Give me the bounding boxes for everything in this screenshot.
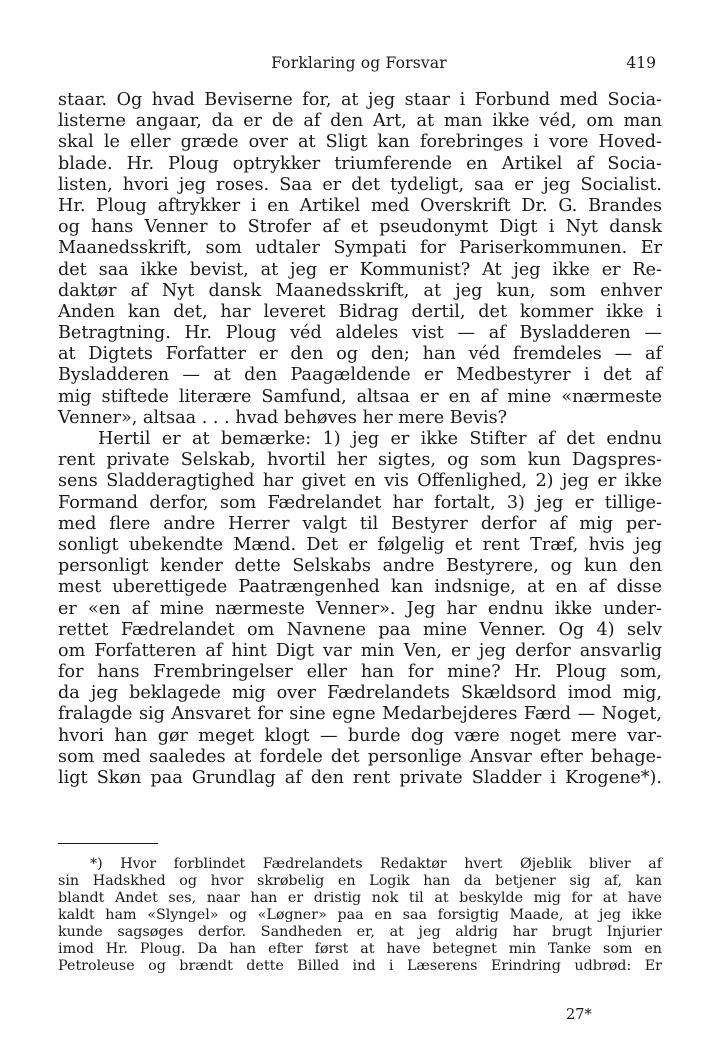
text-line: at Digtets Forfatter er den og den; han véd fremdeles — af (58, 344, 662, 365)
text-line: som med saaledes at fordele det personlige Ansvar efter behage- (58, 746, 662, 767)
text-line: daktør af Nyt dansk Maanedsskrift, at jeg kun, som enhver (58, 280, 662, 301)
text-line: med flere andre Herrer valgt til Bestyrer derfor af mig per- (58, 513, 662, 534)
page-number: 419 (626, 54, 656, 72)
text-line: Hr. Ploug aftrykker i en Artikel med Overskrift Dr. G. Brandes (58, 195, 662, 216)
footnote (58, 856, 662, 975)
signature-mark: 27* (566, 1007, 592, 1023)
text-line: er «en af mine nærmeste Venner». Jeg har endnu ikke under- (58, 598, 662, 619)
text-line: Betragtning. Hr. Ploug véd aldeles vist — af Bysladderen — (58, 323, 662, 344)
text-line: skal le eller græde over at Sligt kan forebringes i vore Hoved- (58, 132, 662, 153)
main-text (58, 90, 662, 789)
text-line: om Forfatteren af hint Digt var min Ven, er jeg derfor ansvarlig (58, 640, 662, 661)
footnote-line: kaldt ham «Slyngel» og «Løgner» paa en saa forsigtig Maade, at jeg ikke (58, 907, 662, 923)
footnote-line: sin Hadskhed og hvor skrøbelig en Logik han da betjener sig af, kan (58, 873, 662, 889)
text-line: Maanedsskrift, som udtaler Sympati for Pariserkommunen. Er (58, 238, 662, 259)
text-line: Venner», altsaa . . . hvad behøves her mere Bevis? (58, 407, 508, 428)
text-line: Anden kan det, har leveret Bidrag dertil, det kommer ikke i (58, 301, 662, 322)
text-line: og hans Venner to Strofer af et pseudonymt Digt i Nyt dansk (58, 217, 662, 238)
footnote-line: *) Hvor forblindet Fædrelandets Redaktør hvert Øjeblik bliver af (90, 856, 662, 872)
text-line: listen, hvori jeg roses. Saa er det tydeligt, saa er jeg Socialist. (58, 174, 662, 195)
footnote-line: kunde sagsøges derfor. Sandheden er, at jeg aldrig har brugt Injurier (58, 924, 662, 940)
text-line: staar. Og hvad Beviserne for, at jeg staar i Forbund med Socia- (58, 90, 662, 110)
footnote-line: blandt Andet ses, naar han er dristig nok til at beskylde mig for at have (58, 890, 662, 906)
text-line: sens Sladderagtighed har givet en vis Offenlighed, 2) jeg er ikke (58, 471, 662, 492)
text-line: Hertil er at bemærke: 1) jeg er ikke Stifter af det endnu (98, 429, 662, 449)
footnote-line: Petroleuse og brændt dette Billed ind i Læserens Erindring udbrød: Er (58, 958, 662, 974)
page-header (58, 54, 660, 78)
text-line: Formand derfor, som Fædrelandet har fortalt, 3) jeg er tillige- (58, 492, 662, 513)
text-line: Bysladderen — at den Paagældende er Medbestyrer i det af (58, 365, 662, 386)
running-title: Forklaring og Forsvar (271, 54, 447, 72)
text-line: listerne angaar, da er de af den Art, at man ikke véd, om man (58, 111, 662, 132)
text-line: ligt Skøn paa Grundlag af den rent private Sladder i Krogene*). (58, 768, 662, 788)
text-line: rettet Fædrelandet om Navnene paa mine Venner. Og 4) selv (58, 619, 662, 640)
text-line: det saa ikke bevist, at jeg er Kommunist? At jeg ikke er Re- (58, 259, 662, 280)
text-line: mig stiftede literære Samfund, altsaa er en af mine «nærmeste (58, 386, 662, 407)
footnote-divider (58, 843, 158, 844)
text-line: mest uberettigede Paatrængenhed kan indsnige, at en af disse (58, 577, 662, 598)
text-line: rent private Selskab, hvortil her sigtes, og som kun Dagspres- (58, 450, 662, 471)
text-line: sonligt ubekendte Mænd. Det er følgelig et rent Træf, hvis jeg (58, 534, 662, 555)
text-line: for hans Frembringelser eller han for mine? Hr. Ploug som, (58, 662, 662, 683)
text-line: fralagde sig Ansvaret for sine egne Medarbejderes Færd — Noget, (58, 704, 662, 725)
text-line: personligt kender dette Selskabs andre Bestyrere, og kun den (58, 556, 662, 577)
text-line: da jeg beklagede mig over Fædrelandets Skældsord imod mig, (58, 683, 662, 704)
footnote-line: imod Hr. Ploug. Da han efter først at have betegnet min Tanke som en (58, 941, 662, 957)
text-line: blade. Hr. Ploug optrykker triumferende en Artikel af Socia- (58, 153, 662, 174)
text-line: hvori han gør meget klogt — burde dog være noget mere var- (58, 725, 662, 746)
